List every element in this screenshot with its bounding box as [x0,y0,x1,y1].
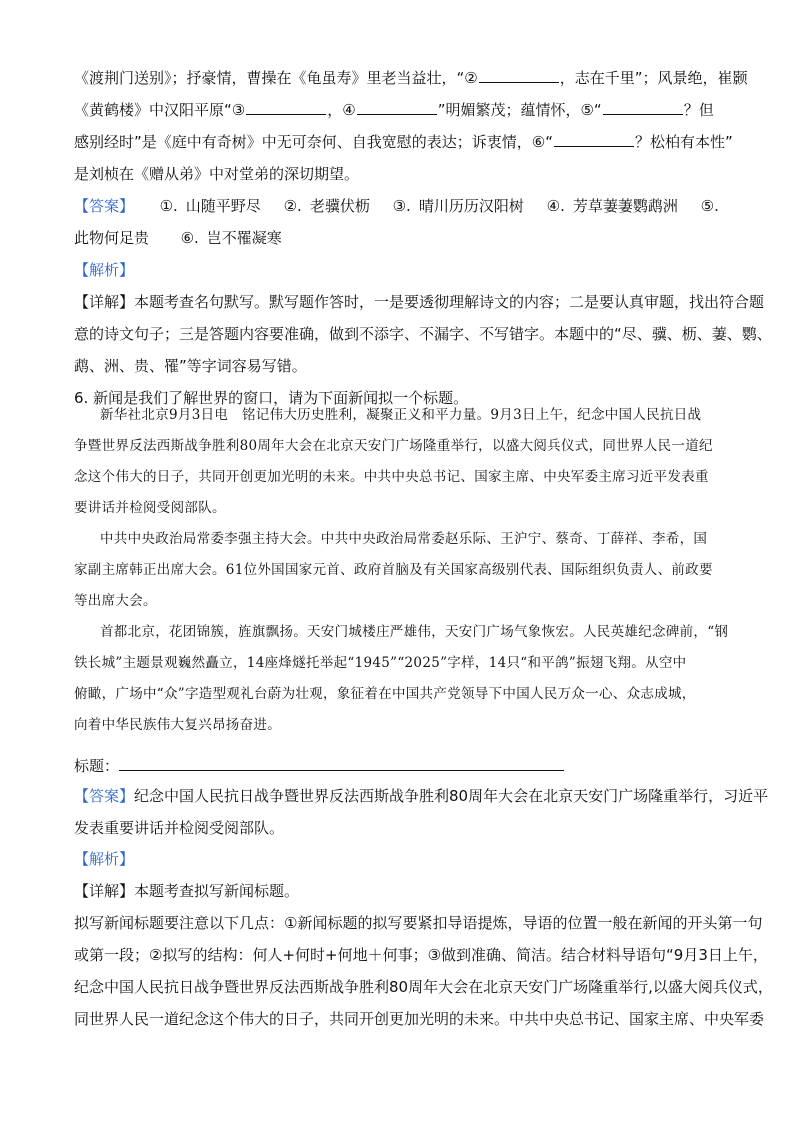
analysis-tag: 【解析】 [74,261,135,279]
answer2-line-2: 发表重要讲话并检阅受阅部队。 [74,819,285,837]
text: ？但 [683,101,714,119]
analysis2-line-2: 或第一段；②拟写的结构：何人+何时+何地＋何事；③做到准确、简洁。结合材料导语句“9月3日上午， [74,946,768,964]
news-line: 铁长城”主题景观巍然矗立，14座烽燧托举起“1945”“2025”字样，14只“和平鸽”振翅飞翔。从空中 [74,655,687,671]
news-line: 中共中央政治局常委李强主持大会。中共中央政治局常委赵乐际、王沪宁、蔡奇、丁薛祥、李希，国 [100,531,708,547]
analysis2-tag-line [74,843,744,875]
analysis-line-1 [74,286,765,318]
text: 本题考查拟写新闻标题。 [134,882,300,900]
text: ，志在千里”；风景绝，崔颢 [559,69,748,87]
answer-item: ④. 芳草萋萋鹦鹉洲 [546,197,678,215]
analysis2-line-3: 纪念中国人民抗日战争暨世界反法西斯战争胜利80周年大会在北京天安门广场隆重举行,以盛大阅兵仪式， [74,978,773,996]
news-line: 家副主席韩正出席大会。61位外国国家元首、政府首脑及有关国家高级别代表、国际组织负责人、前政要 [74,562,713,578]
answer-line-1 [74,190,744,222]
answer-item: ①. 山随平野尽 [159,197,261,215]
answer-line-2 [74,222,744,254]
answer-item: ③. 晴川历历汉阳树 [392,197,524,215]
news-line: 争暨世界反法西斯战争胜利80周年大会在北京天安门广场隆重举行，以盛大阅兵仪式，同世界人民一道纪 [74,438,713,454]
answer-item-6-num: ⑥. [180,229,199,247]
title-label: 标题： [74,757,120,775]
text: ？松柏有本性” [635,133,733,151]
question-6: 6. 新闻是我们了解世界的窗口，请为下面新闻拟一个标题。 [74,389,469,407]
analysis2-line-1: 拟写新闻标题要注意以下几点：①新闻标题的拟写要紧扣导语提炼，导语的位置一般在新闻的开头第一句 [74,914,763,932]
answer-item-5-text: 此物何足贵 [74,229,150,247]
fill-blank-3[interactable] [246,100,326,115]
answer-item-6-text: 岂不罹凝寒 [206,229,282,247]
answer-tag: 【答案】 [74,197,135,215]
text: 本题考查名句默写。默写题作答时，一是要透彻理解诗文的内容；二是要认真审题，找出符合题 [134,293,765,311]
title-answer-line [74,751,564,781]
fill-blank-4[interactable] [357,100,437,115]
text: 感别经时”是《庭中有奇树》中无可奈何、自我宽慰的表达；诉衷情，⑥“ [74,133,553,151]
news-line: 俯瞰，广场中“众”字造型观礼台蔚为壮观，象征着在中国共产党领导下中国人民万众一心、众志成城， [74,686,696,702]
title-input-blank[interactable] [119,752,564,771]
answer-tag: 【答案】 [74,787,135,805]
question5-block [74,62,772,414]
fill-blank-2[interactable] [479,68,559,83]
detail-tag: 【详解】 [74,882,135,900]
news-line: 首都北京，花团锦簇，旌旗飘扬。天安门城楼庄严雄伟，天安门广场气象恢宏。人民英雄纪念碑前，“钢 [100,624,729,640]
detail-tag: 【详解】 [74,293,135,311]
analysis-line-3: 鹉、洲、贵、罹”等字词容易写错。 [74,357,307,375]
news-line: 新华社北京9月3日电 铭记伟大历史胜利，凝聚正义和平力量。9月3日上午，纪念中国人民抗日战 [100,407,702,423]
analysis-block-2 [74,843,773,1035]
text: 《黄鹤楼》中汉阳平原“③ [74,101,246,119]
analysis-line-2: 意的诗文句子；三是答题内容要准确，做到不添字、不漏字、不写错字。本题中的“尽、骥、枥、萋、鹦、 [74,325,772,343]
text: ”明媚繁茂；蕴情怀，⑤“ [437,101,602,119]
text: ，④ [327,101,356,119]
answer-item: ②. 老骥伏枥 [283,197,370,215]
news-article [74,400,729,741]
analysis2-detail [74,875,744,907]
poem-line-2 [74,94,744,126]
analysis2-line-4: 同世界人民一道纪念这个伟大的日子，共同开创更加光明的未来。中共中央总书记、国家主席、中央军委 [74,1010,765,1028]
analysis-tag-line [74,254,744,286]
text: 《渡荆门送别》；抒豪情，曹操在《龟虽寿》里老当益壮，“② [74,69,478,87]
poem-line-3 [74,126,744,158]
poem-line-1 [74,62,748,94]
answer-item-5-num: ⑤. [700,197,719,215]
news-line: 等出席大会。 [74,593,157,609]
text: 纪念中国人民抗日战争暨世界反法西斯战争胜利80周年大会在北京天安门广场隆重举行，习近平 [134,787,769,805]
answer2-line-1 [74,780,769,812]
answer-block-2 [74,780,769,844]
poem-line-4: 是刘桢在《赠从弟》中对堂弟的深切期望。 [74,165,360,183]
analysis-tag: 【解析】 [74,850,135,868]
news-line: 向着中华民族伟大复兴昂扬奋进。 [74,717,281,733]
news-line: 要讲话并检阅受阅部队。 [74,500,226,516]
fill-blank-6[interactable] [554,132,634,147]
news-line: 念这个伟大的日子，共同开创更加光明的未来。中共中央总书记、国家主席、中央军委主席习近平发表重 [74,469,709,485]
fill-blank-5[interactable] [603,100,683,115]
